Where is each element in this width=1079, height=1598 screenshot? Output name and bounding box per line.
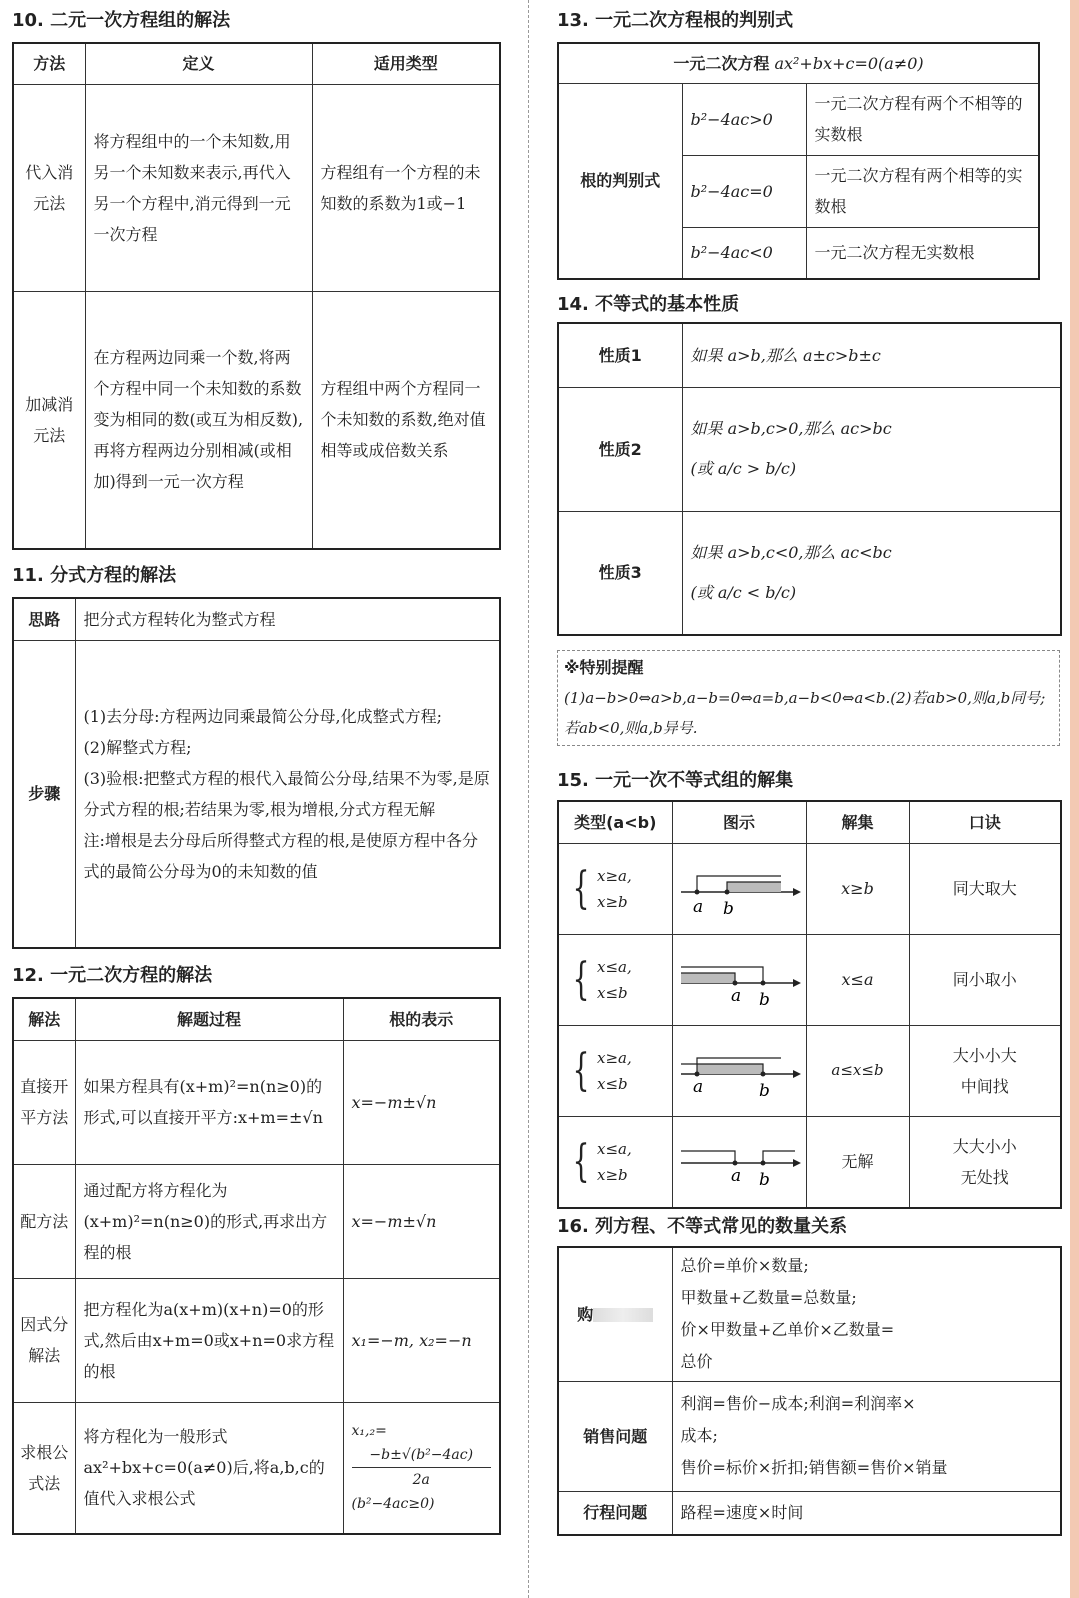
method-name: 求根公式法 [13,1402,75,1534]
root-expression: x=−m±√n [343,1040,500,1164]
section-12-title: 12. 一元二次方程的解法 [12,965,213,986]
special-reminder-box [557,650,1060,746]
relation-label-text: 购 [577,1304,594,1324]
relation-label: 行程问题 [558,1491,672,1535]
header-solution-method: 解法 [13,998,75,1040]
discriminant-label: 根的判别式 [558,83,682,279]
section-11-title: 11. 分式方程的解法 [12,565,177,586]
relation-formulas [672,1247,1061,1381]
system-line: x≥a, [597,866,632,885]
system-cell: { x≥a, x≤b [558,1025,672,1116]
rhyme [909,843,1061,934]
number-line-svg [673,1117,807,1197]
solution-set: x≥b [806,843,909,934]
formula-line: 利润=售价−成本;利润=利润率× [680,1394,916,1413]
table-row [558,1381,1061,1491]
formula-line: 路程=速度×时间 [680,1503,804,1523]
process-text: 如果方程具有(x+m)²=n(n≥0)的形式,可以直接开平方:x+m=±√n [75,1040,343,1164]
method-name: 配方法 [13,1164,75,1278]
relation-label: 销售问题 [558,1381,672,1491]
discriminant-result: 一元二次方程有两个相等的实数根 [806,155,1039,227]
root-formula-numerator: −b±√(b²−4ac) [352,1443,492,1468]
table-row [558,1116,1061,1208]
axis-label-b: b [758,989,770,1010]
formula-line: 成本; [680,1426,718,1445]
property-name: 性质2 [558,387,682,511]
section-14-title: 14. 不等式的基本性质 [557,294,740,315]
system-cell: { x≤a, x≥b [558,1116,672,1208]
solution-set: x≤a [806,934,909,1025]
system-cell: { x≥a, x≥b [558,843,672,934]
system-line: x≥a, [597,1048,632,1067]
table-row [558,511,1061,635]
number-line-diagram [672,843,806,934]
header-solution-set: 解集 [806,801,909,843]
section-10-table [12,42,501,550]
property-line: (或 a/c < b/c) [690,582,797,602]
system-cell: { x≤a, x≤b [558,934,672,1025]
method-definition: 将方程组中的一个未知数,用另一个未知数来表示,再代入另一个方程中,消元得到一元一次方程 [85,84,312,291]
reminder-title: ※特别提醒 [564,658,644,677]
axis-label-b: b [722,898,734,919]
relation-label [558,1247,672,1381]
step-item: (3)验根:把整式方程的根代入最简公分母,结果不为零,是原分式方程的根;若结果为零,根为增根,分式方程无解 [83,768,490,819]
section-11-table [12,597,501,949]
method-name: 因式分解法 [13,1278,75,1402]
rhyme-line: 大小小大 [952,1045,1017,1065]
formula-line: 总价 [680,1352,713,1372]
rhyme-line: 中间找 [960,1076,1009,1096]
table-row [558,1491,1061,1535]
idea-text: 把分式方程转化为整式方程 [75,598,500,640]
property-name: 性质3 [558,511,682,635]
header-rhyme: 口诀 [909,801,1061,843]
table-row [13,84,500,291]
steps-text [75,640,500,948]
process-text: 把方程化为a(x+m)(x+n)=0的形式,然后由x+m=0或x+n=0求方程的根 [75,1278,343,1402]
header-type: 类型(a<b) [558,801,672,843]
number-line-svg [673,844,807,924]
axis-label-a: a [692,896,703,917]
section-10-title: 10. 二元一次方程组的解法 [12,10,231,31]
discriminant-header [558,43,1039,83]
formula-line: 甲数量+乙数量=总数量; [680,1288,857,1308]
system-line: x≤b [597,1074,628,1093]
section-13-table [557,42,1040,280]
property-statement: 如果 a>b,那么 a±c>b±c [682,323,1061,387]
section-14-table [557,322,1062,636]
header-root: 根的表示 [343,998,500,1040]
method-name: 代入消元法 [13,84,85,291]
blurred-region [593,1308,653,1322]
axis-label-b: b [758,1080,770,1101]
root-expression: x=−m±√n [343,1164,500,1278]
axis-label-b: b [758,1169,770,1190]
rhyme [909,1116,1061,1208]
table-row [558,1025,1061,1116]
step-item: (1)去分母:方程两边同乘最简公分母,化成整式方程; [83,706,443,726]
property-name: 性质1 [558,323,682,387]
header-method: 方法 [13,43,85,84]
relation-formulas [672,1491,1061,1535]
table-row [13,291,500,549]
system-line: x≥b [597,892,628,911]
method-type: 方程组有一个方程的未知数的系数为1或−1 [312,84,500,291]
section-13-title: 13. 一元二次方程根的判别式 [557,10,794,31]
idea-label: 思路 [13,598,75,640]
system-line: x≤a, [597,1139,632,1158]
number-line-svg [673,1026,807,1106]
property-line: (或 a/c > b/c) [690,459,797,478]
table-row [558,843,1061,934]
axis-label-a: a [692,1076,703,1097]
property-statement [682,511,1061,635]
process-text: 将方程化为一般形式ax²+bx+c=0(a≠0)后,将a,b,c的值代入求根公式 [75,1402,343,1534]
table-row [558,1247,1061,1381]
header-equation: ax²+bx+c=0(a≠0) [774,53,924,73]
formula-line: 总价=单价×数量; [680,1256,809,1276]
step-item: 注:增根是去分母后所得整式方程的根,是使原方程中各分式的最简公分母为0的未知数的值 [83,830,478,881]
system-line: x≥b [597,1165,628,1184]
property-line: 如果 a>b,c<0,那么 ac<bc [690,542,892,562]
root-formula-condition: (b²−4ac≥0) [351,1496,435,1513]
method-name: 直接开平方法 [13,1040,75,1164]
rhyme [909,1025,1061,1116]
section-15-title: 15. 一元一次不等式组的解集 [557,770,794,791]
table-row [13,1040,500,1164]
rhyme-line: 同小取小 [952,970,1017,989]
page-edge-bar [1070,0,1079,1598]
header-prefix: 一元二次方程 [673,53,770,73]
discriminant-condition: b²−4ac<0 [682,227,806,279]
rhyme-line: 大大小小 [952,1136,1017,1156]
number-line-diagram [672,1116,806,1208]
process-text: 通过配方将方程化为(x+m)²=n(n≥0)的形式,再求出方程的根 [75,1164,343,1278]
steps-label: 步骤 [13,640,75,948]
discriminant-result: 一元二次方程有两个不相等的实数根 [806,83,1039,155]
rhyme-line: 无处找 [960,1167,1009,1187]
relation-formulas [672,1381,1061,1491]
table-row [13,1278,500,1402]
axis-label-a: a [730,985,741,1006]
rhyme [909,934,1061,1025]
root-expression: x₁=−m, x₂=−n [343,1278,500,1402]
formula-line: 售价=标价×折扣;销售额=售价×销量 [680,1458,948,1477]
system-line: x≤b [597,983,628,1002]
number-line-svg [673,935,807,1015]
header-definition: 定义 [85,43,312,84]
solution-set: 无解 [806,1116,909,1208]
column-divider [528,0,529,1598]
number-line-diagram [672,934,806,1025]
system-line: x≤a, [597,957,632,976]
rhyme-line: 同大取大 [952,879,1017,898]
root-formula-lhs: x₁,₂= [351,1423,387,1440]
section-12-table [12,997,501,1535]
table-row [13,1402,500,1534]
discriminant-condition: b²−4ac>0 [682,83,806,155]
header-diagram: 图示 [672,801,806,843]
section-16-title: 16. 列方程、不等式常见的数量关系 [557,1216,848,1237]
axis-label-a: a [730,1165,741,1186]
section-15-table [557,800,1062,1209]
table-row [13,1164,500,1278]
section-16-table [557,1246,1062,1536]
property-statement [682,387,1061,511]
method-name: 加减消元法 [13,291,85,549]
table-row [558,323,1061,387]
root-formula [343,1402,500,1534]
discriminant-result: 一元二次方程无实数根 [806,227,1039,279]
discriminant-condition: b²−4ac=0 [682,155,806,227]
table-row [558,934,1061,1025]
step-item: (2)解整式方程; [83,737,192,757]
root-formula-denominator: 2a [412,1472,430,1489]
property-line: 如果 a>b,c>0,那么 ac>bc [690,419,892,438]
method-definition: 在方程两边同乘一个数,将两个方程中同一个未知数的系数变为相同的数(或互为相反数),再将方程两边分别相减(或相加)得到一元一次方程 [85,291,312,549]
table-row [558,387,1061,511]
number-line-diagram [672,1025,806,1116]
header-process: 解题过程 [75,998,343,1040]
formula-line: 价×甲数量+乙单价×乙数量= [680,1320,895,1340]
reminder-text: (1)a−b>0⇔a>b,a−b=0⇔a=b,a−b<0⇔a<b.(2)若ab>0,则a,b同号;若ab<0,则a,b异号. [564,689,1046,737]
method-type: 方程组中两个方程同一个未知数的系数,绝对值相等或成倍数关系 [312,291,500,549]
header-applicable-type: 适用类型 [312,43,500,84]
solution-set: a≤x≤b [806,1025,909,1116]
